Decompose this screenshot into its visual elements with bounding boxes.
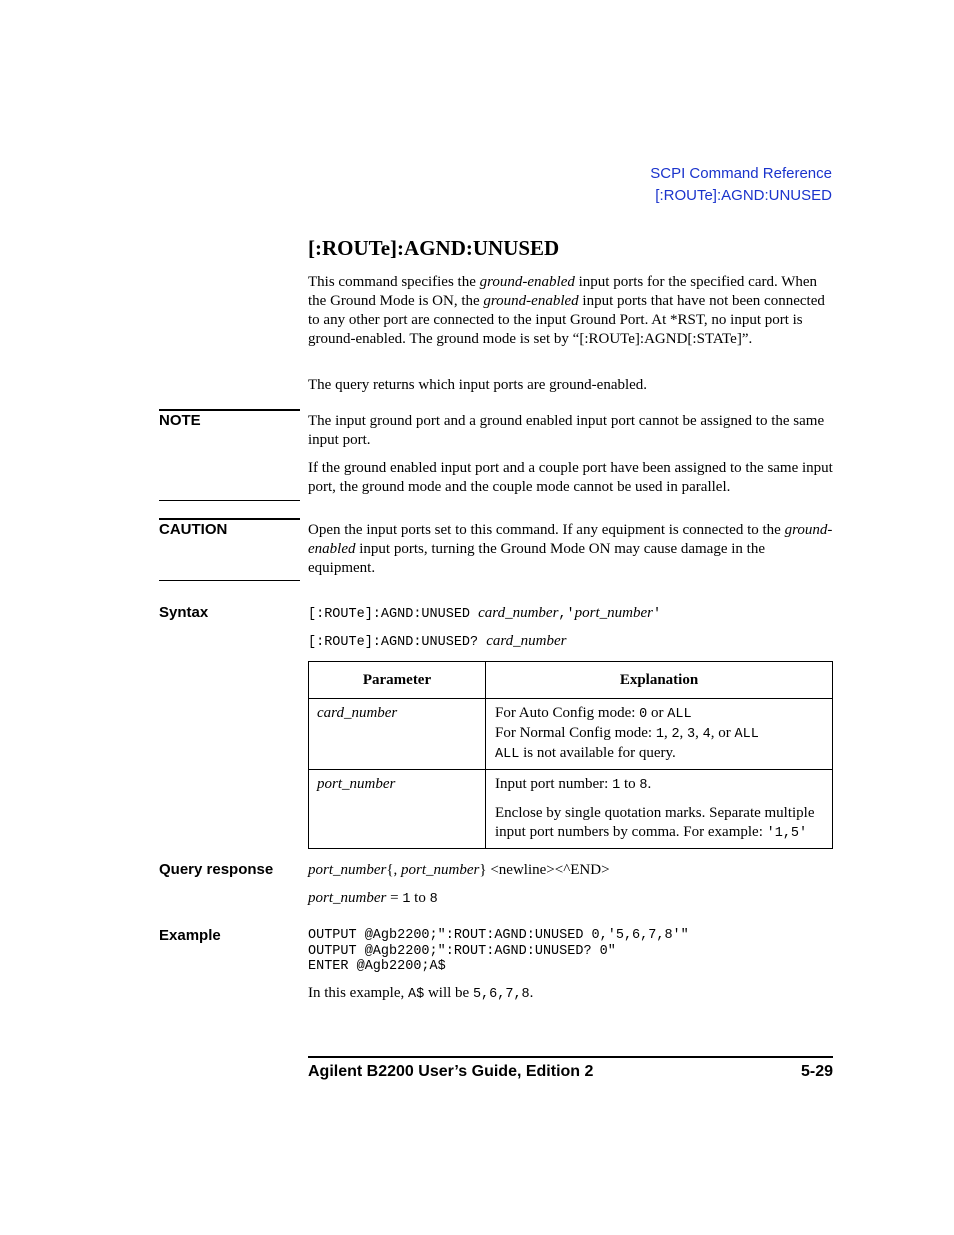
param-explanation: For Auto Config mode: 0 or ALL For Normal Config mode: 1, 2, 3, 4, or ALL ALL is not available for query. — [486, 699, 833, 770]
syntax-label: Syntax — [159, 604, 209, 621]
parameter-table — [308, 661, 833, 849]
caution-label: CAUTION — [159, 521, 228, 538]
running-header-command: [:ROUTe]:AGND:UNUSED — [655, 187, 832, 204]
table-header-row — [309, 662, 833, 699]
example-explanation: In this example, A$ will be 5,6,7,8. — [308, 985, 534, 1002]
param-name: port_number — [317, 776, 396, 792]
note-bottom-rule — [159, 500, 300, 501]
note-paragraph-2: If the ground enabled input port and a couple port have been assigned to the same input port, the ground mode and the couple mode cannot be used in parallel. — [308, 460, 833, 495]
example-label: Example — [159, 927, 221, 944]
intro-query-paragraph: The query returns which input ports are ground-enabled. — [308, 377, 648, 393]
query-response-range: port_number = 1 to 8 — [308, 890, 438, 907]
page-number: 5-29 — [800, 1063, 833, 1080]
footer-rule — [308, 1056, 833, 1058]
note-paragraph-1: The input ground port and a ground enabled input port cannot be assigned to the same input port. — [308, 413, 825, 448]
query-response-format: port_number{, port_number} <newline><^END> — [308, 862, 610, 878]
param-explanation: Input port number: 1 to 8. Enclose by single quotation marks. Separate multiple input port numbers by comma. For example: '1,5' — [486, 770, 833, 849]
note-top-rule — [159, 409, 300, 411]
example-code-block: OUTPUT @Agb2200;":ROUT:AGND:UNUSED 0,'5,6,7,8'" OUTPUT @Agb2200;":ROUT:AGND:UNUSED? 0" ENTER @Agb2200;A$ — [308, 928, 689, 974]
page-title: [:ROUTe]:AGND:UNUSED — [308, 236, 560, 260]
table-row — [309, 699, 833, 770]
syntax-line-2: [:ROUTe]:AGND:UNUSED? card_number — [308, 633, 567, 650]
caution-paragraph: Open the input ports set to this command. If any equipment is connected to the ground-enabled input ports, turning the Ground Mode ON may cause damage in the equipment. — [308, 522, 833, 576]
intro-paragraph: This command specifies the ground-enabled input ports for the specified card. When the Ground Mode is ON, the ground-enabled input ports that have not been connected to any other port are connected to the input Ground Port. At *RST, no input port is ground-enabled. The ground mode is set by “[:ROUTe]:AGND[:STATe]”. — [308, 274, 825, 347]
running-header-section: SCPI Command Reference — [650, 165, 832, 182]
caution-top-rule — [159, 518, 300, 520]
table-row — [309, 770, 833, 849]
table-header-parameter: Parameter — [309, 662, 486, 699]
caution-bottom-rule — [159, 580, 300, 581]
syntax-line-1: [:ROUTe]:AGND:UNUSED card_number,'port_number' — [308, 605, 662, 622]
query-response-label: Query response — [159, 861, 274, 878]
table-header-explanation: Explanation — [486, 662, 833, 699]
param-name: card_number — [317, 705, 398, 721]
note-label: NOTE — [159, 412, 201, 429]
footer-title: Agilent B2200 User’s Guide, Edition 2 — [308, 1063, 594, 1080]
